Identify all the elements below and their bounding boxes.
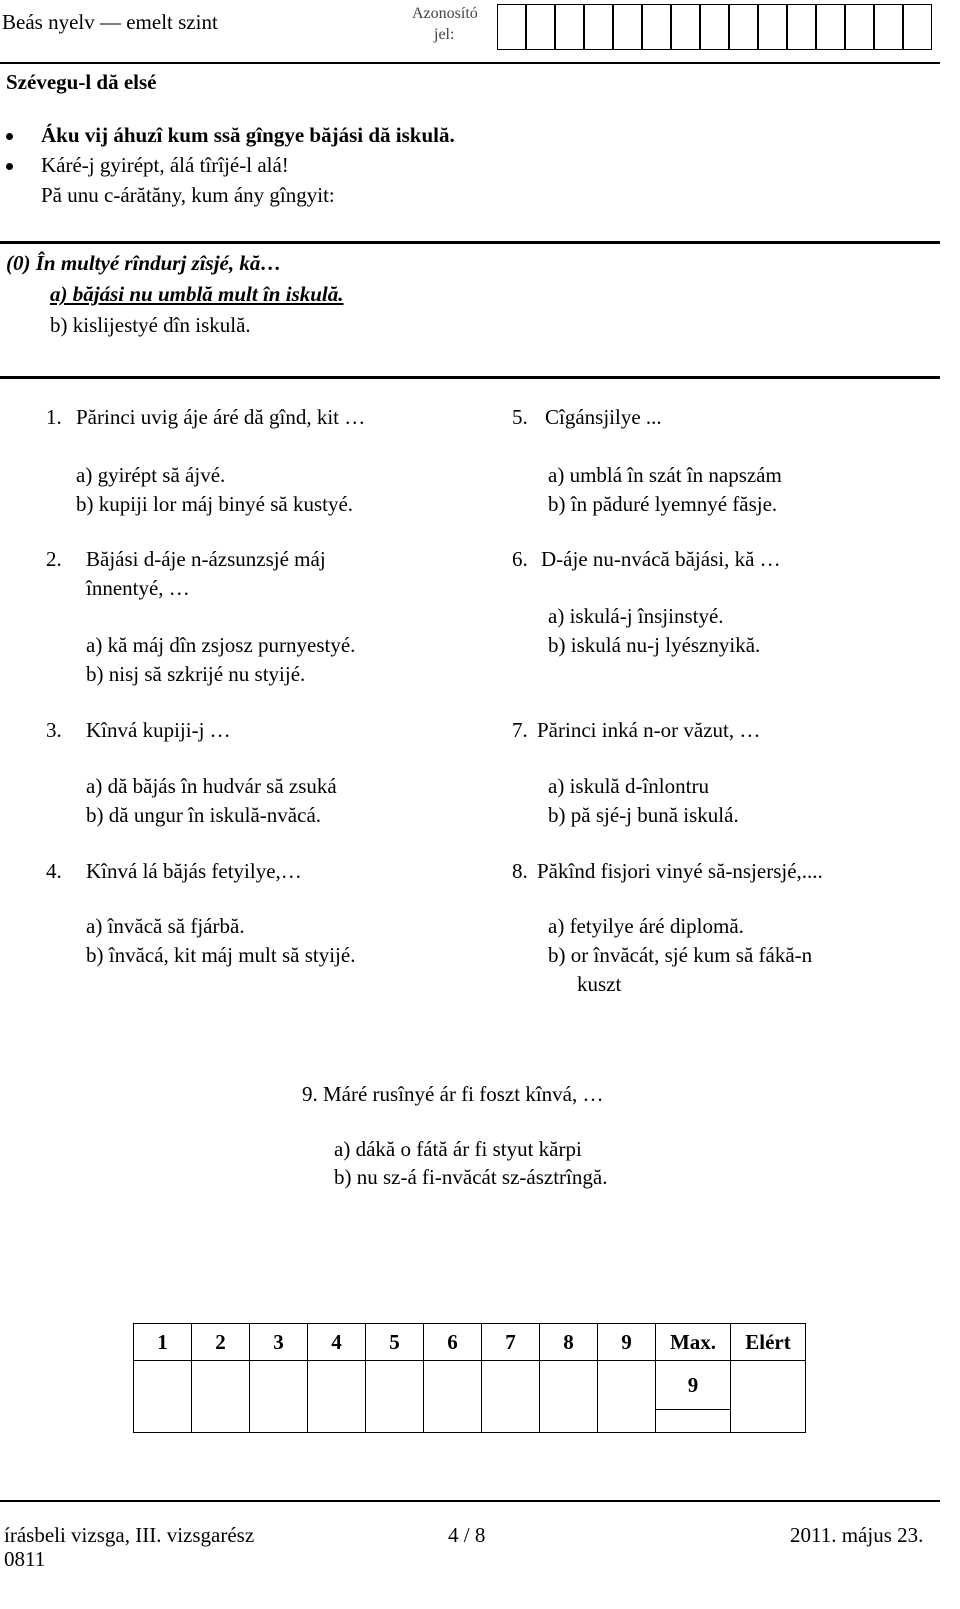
question-stem: Cîgánsjilye ... <box>545 405 662 429</box>
id-box[interactable] <box>584 4 613 50</box>
question-number: 6. <box>512 547 528 571</box>
answer-option-b[interactable]: b) pă sjé-j bună iskulá. <box>548 803 739 827</box>
example-top-rule <box>0 241 940 244</box>
footer-code: 0811 <box>4 1547 46 1571</box>
question-stem: Băjási d-áje n-ázsunzsjé máj <box>86 547 326 571</box>
score-max-value: 9 <box>656 1361 731 1410</box>
score-header-cell: 6 <box>424 1324 482 1361</box>
question-number: 2. <box>46 547 62 571</box>
answer-option-b[interactable]: b) nisj să szkrijé nu styijé. <box>86 662 306 686</box>
id-box[interactable] <box>758 4 787 50</box>
score-earned-cell[interactable] <box>731 1361 806 1433</box>
example-answer-b: b) kislijestyé dîn iskulă. <box>50 313 251 337</box>
id-box[interactable] <box>642 4 671 50</box>
score-header-row <box>134 1324 806 1361</box>
answer-option-b[interactable]: b) nu sz-á fi-nvăcát sz-ásztrîngă. <box>334 1165 608 1189</box>
question-number: 8. <box>512 859 528 883</box>
score-entry-cell[interactable] <box>598 1361 656 1433</box>
example-bottom-rule <box>0 376 940 379</box>
score-entry-cell[interactable] <box>308 1361 366 1433</box>
answer-option-a[interactable]: a) iskulă d-înlontru <box>548 774 709 798</box>
example-stem: (0) În multyé rîndurj zîsjé, kă… <box>6 251 282 275</box>
id-box[interactable] <box>729 4 758 50</box>
example-answer-a: a) băjási nu umblă mult în iskulă. <box>50 282 344 306</box>
section-title: Szévegu-l dă elsé <box>6 70 157 94</box>
score-entry-cell[interactable] <box>134 1361 192 1433</box>
id-label-line1: Azonosító <box>412 5 478 22</box>
score-entry-cell[interactable] <box>424 1361 482 1433</box>
id-box[interactable] <box>497 4 526 50</box>
answer-option-a[interactable]: a) dákă o fátă ár fi styut kărpi <box>334 1137 582 1161</box>
id-box[interactable] <box>816 4 845 50</box>
answer-option-b[interactable]: b) învăcá, kit máj mult să styijé. <box>86 943 356 967</box>
question-stem: Părinci uvig áje áré dă gînd, kit … <box>76 405 366 429</box>
id-box[interactable] <box>671 4 700 50</box>
footer-page-number: 4 / 8 <box>448 1523 486 1547</box>
answer-option-b[interactable]: b) dă ungur în iskulă-nvăcá. <box>86 803 322 827</box>
answer-option-b[interactable]: b) kupiji lor máj binyé să kustyé. <box>76 492 354 516</box>
footer-date: 2011. május 23. <box>790 1523 924 1547</box>
answer-option-a[interactable]: a) fetyilye áré diplomă. <box>548 914 744 938</box>
instruction-item: Pă unu c-árătăny, kum ány gîngyit: <box>41 183 335 207</box>
id-box[interactable] <box>903 4 932 50</box>
score-header-cell: 5 <box>366 1324 424 1361</box>
score-header-max: Max. <box>656 1324 731 1361</box>
score-entry-row <box>134 1361 806 1410</box>
score-entry-cell[interactable] <box>540 1361 598 1433</box>
id-box[interactable] <box>526 4 555 50</box>
header-title: Beás nyelv — emelt szint <box>2 10 218 34</box>
id-box[interactable] <box>613 4 642 50</box>
answer-option-a[interactable]: a) dă băjás în hudvár să zsuká <box>86 774 337 798</box>
answer-option-b[interactable]: b) or învăcát, sjé kum să fákă-n <box>548 943 813 967</box>
question-number: 3. <box>46 718 62 742</box>
question-stem: Părinci inká n-or văzut, … <box>537 718 761 742</box>
score-header-earned: Elért <box>731 1324 806 1361</box>
score-header-cell: 2 <box>192 1324 250 1361</box>
instruction-list <box>0 120 455 210</box>
score-entry-cell[interactable] <box>482 1361 540 1433</box>
bullet-icon <box>6 133 13 140</box>
answer-option-a[interactable]: a) iskulá-j însjinstyé. <box>548 604 724 628</box>
id-label-line2: jel: <box>434 26 455 43</box>
instruction-item: Káré-j gyirépt, álá tîrîjé-l alá! <box>0 150 455 180</box>
score-header-cell: 8 <box>540 1324 598 1361</box>
question-stem: Păkînd fisjori vinyé să-nsjersjé,.... <box>537 859 823 883</box>
score-header-cell: 9 <box>598 1324 656 1361</box>
score-header-cell: 3 <box>250 1324 308 1361</box>
question-stem: D-áje nu-nvácă băjási, kă … <box>541 547 781 571</box>
score-header-cell: 1 <box>134 1324 192 1361</box>
score-header-cell: 4 <box>308 1324 366 1361</box>
question-stem: Kînvá kupiji-j … <box>86 718 231 742</box>
bullet-icon <box>6 163 13 170</box>
question-stem-continued: înnentyé, … <box>86 576 190 600</box>
question-number: 5. <box>512 405 528 429</box>
score-entry-cell[interactable] <box>192 1361 250 1433</box>
score-entry-cell[interactable] <box>250 1361 308 1433</box>
id-box[interactable] <box>555 4 584 50</box>
score-entry-cell[interactable] <box>366 1361 424 1433</box>
question-number: 1. <box>46 405 62 429</box>
id-box[interactable] <box>874 4 903 50</box>
id-box[interactable] <box>787 4 816 50</box>
answer-option-a[interactable]: a) învăcă să fjárbă. <box>86 914 245 938</box>
question-9-stem: 9. Máré rusînyé ár fi foszt kînvá, … <box>302 1082 604 1106</box>
question-number: 4. <box>46 859 62 883</box>
score-header-cell: 7 <box>482 1324 540 1361</box>
answer-option-a[interactable]: a) gyirépt să ájvé. <box>76 463 226 487</box>
header-rule <box>0 62 940 64</box>
footer-exam-label: írásbeli vizsga, III. vizsgarész <box>4 1523 255 1547</box>
question-stem: Kînvá lá băjás fetyilye,… <box>86 859 302 883</box>
score-table <box>133 1323 806 1433</box>
answer-option-b[interactable]: b) în păduré lyemnyé făsje. <box>548 492 778 516</box>
instruction-item: Áku vij áhuzî kum ssă gîngye băjási dă iskulă. <box>0 120 455 150</box>
id-box[interactable] <box>700 4 729 50</box>
footer-rule <box>0 1500 940 1502</box>
answer-option-b-continued: kuszt <box>577 972 622 996</box>
answer-option-b[interactable]: b) iskulá nu-j lyésznyikă. <box>548 633 761 657</box>
score-max-spacer <box>656 1410 731 1433</box>
answer-option-a[interactable]: a) umblá în szát în napszám <box>548 463 782 487</box>
id-box[interactable] <box>845 4 874 50</box>
question-number: 7. <box>512 718 528 742</box>
answer-option-a[interactable]: a) kă máj dîn zsjosz purnyestyé. <box>86 633 356 657</box>
